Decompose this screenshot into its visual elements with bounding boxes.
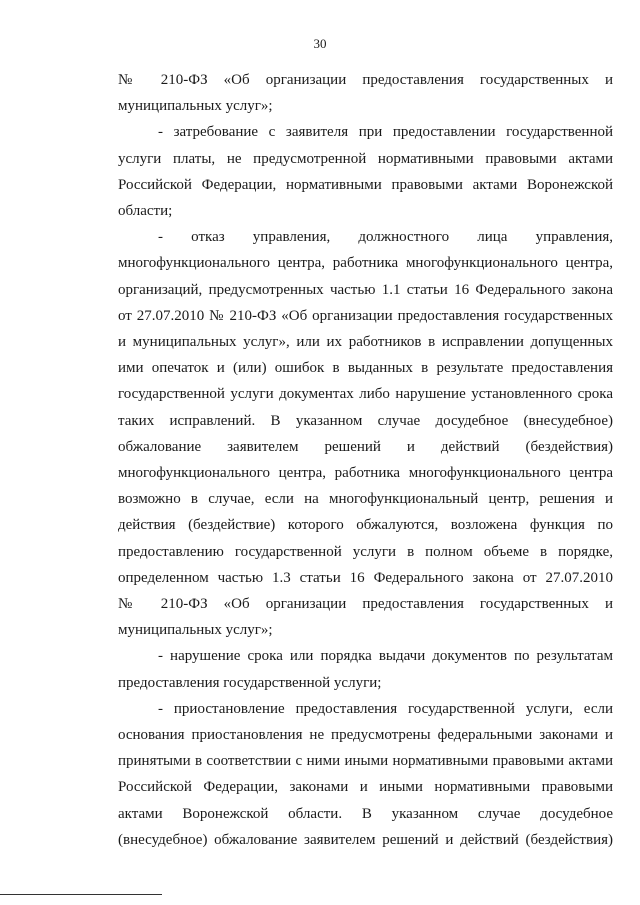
- text-line: государственной услуги документах либо нарушение установленного срока: [118, 386, 613, 403]
- text-line: актами Воронежской области. В указанном случае досудебное: [118, 805, 613, 822]
- text-line: (внесудебное) обжалование заявителем решений и действий (бездействия): [118, 831, 613, 848]
- text-line: определенном частью 1.3 статьи 16 Федерального закона от 27.07.2010: [118, 569, 613, 586]
- text-line: - нарушение срока или порядка выдачи документов по результатам: [158, 648, 613, 665]
- text-line: обжалование заявителем решений и действий (бездействия): [118, 438, 613, 455]
- text-line: Российской Федерации, законами и иными нормативными правовыми: [118, 779, 613, 796]
- text-line: № 210-ФЗ «Об организации предоставления государственных и: [118, 596, 613, 612]
- text-line: ими опечаток и (или) ошибок в выданных в результате предоставления: [118, 360, 613, 377]
- text-line: таких исправлений. В указанном случае досудебное (внесудебное): [118, 412, 613, 429]
- text-line: Российской Федерации, нормативными правовыми актами Воронежской: [118, 176, 613, 193]
- text-line: многофункционального центра, работника многофункционального центра,: [118, 255, 613, 272]
- text-line: - отказ управления, должностного лица управления,: [158, 229, 613, 246]
- text-line: и муниципальных услуг», или их работников в исправлении допущенных: [118, 334, 613, 350]
- page-number: 30: [313, 36, 327, 51]
- text-line: муниципальных услуг»;: [118, 622, 273, 639]
- text-line: организаций, предусмотренных частью 1.1 статьи 16 Федерального закона: [118, 281, 613, 298]
- text-line: предоставлению государственной услуги в полном объеме в порядке,: [118, 543, 613, 560]
- text-line: предоставления государственной услуги;: [118, 674, 382, 691]
- text-line: услуги платы, не предусмотренной нормативными правовыми актами: [118, 150, 613, 167]
- text-line: № 210-ФЗ «Об организации предоставления государственных и: [118, 72, 613, 88]
- text-line: возможно в случае, если на многофункциональный центр, решения и: [118, 491, 613, 508]
- text-line: основания приостановления не предусмотрены федеральными законами и: [118, 727, 613, 743]
- text-line: - затребование с заявителя при предоставлении государственной: [158, 124, 613, 141]
- text-line: многофункционального центра, работника многофункционального центра: [118, 465, 613, 481]
- text-line: действия (бездействие) которого обжалуются, возложена функция по: [118, 517, 613, 534]
- text-line: муниципальных услуг»;: [118, 98, 273, 115]
- text-line: от 27.07.2010 № 210-ФЗ «Об организации предоставления государственных: [118, 307, 613, 324]
- text-line: принятыми в соответствии с ними иными нормативными правовыми актами: [118, 753, 613, 770]
- text-line: - приостановление предоставления государственной услуги, если: [158, 700, 613, 717]
- footnote-divider: [0, 894, 162, 895]
- text-line: области;: [118, 203, 173, 219]
